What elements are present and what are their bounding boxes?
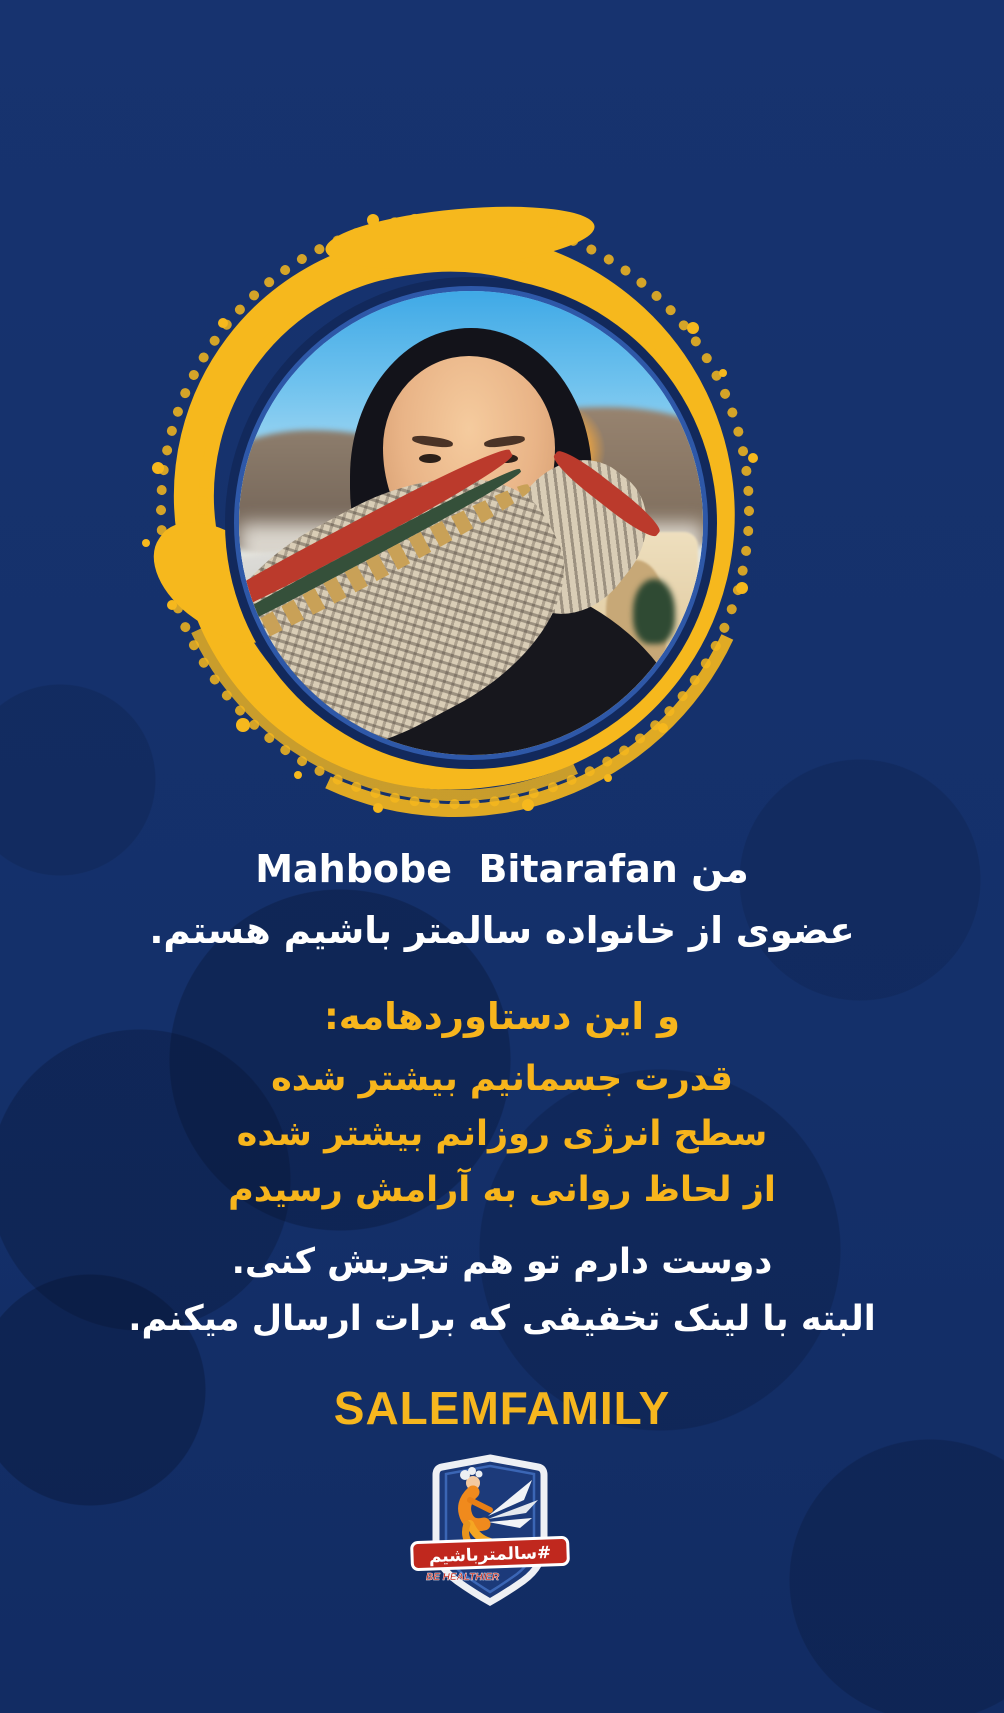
salem-logo xyxy=(370,1450,610,1625)
photo-face-eye xyxy=(419,454,441,463)
profile-photo-frame xyxy=(150,205,760,815)
photo-face-brow xyxy=(412,435,454,450)
cta-line: دوست دارم تو هم تجربش کنی. xyxy=(231,1242,773,1282)
photo-rim xyxy=(225,277,717,769)
intro-name-line: من Mahbobe Bitarafan xyxy=(255,847,749,891)
logo-subtitle-text: BE HEALTHIER xyxy=(426,1572,500,1583)
photo-tree xyxy=(633,579,675,644)
achievement-item: سطح انرژی روزانم بیشتر شده xyxy=(236,1114,768,1154)
intro-membership-line: عضوی از خانواده سالمتر باشیم هستم. xyxy=(149,909,855,952)
achievement-item: قدرت جسمانیم بیشتر شده xyxy=(271,1059,733,1099)
logo-ribbon xyxy=(412,1537,569,1569)
campaign-code: SALEMFAMILY xyxy=(333,1382,671,1434)
profile-photo xyxy=(239,291,703,755)
achievement-item: از لحاظ روانی به آرامش رسیدم xyxy=(228,1170,776,1210)
cta-line: البته با لینک تخفیفی که برات ارسال میکنم. xyxy=(128,1299,876,1339)
achievements-heading: و این دستاوردهامه: xyxy=(324,995,680,1038)
logo-hashtag-text: #سالمترباشیم xyxy=(428,1542,552,1568)
photo-face-brow xyxy=(484,435,526,450)
salem-logo-icon xyxy=(370,1450,610,1625)
